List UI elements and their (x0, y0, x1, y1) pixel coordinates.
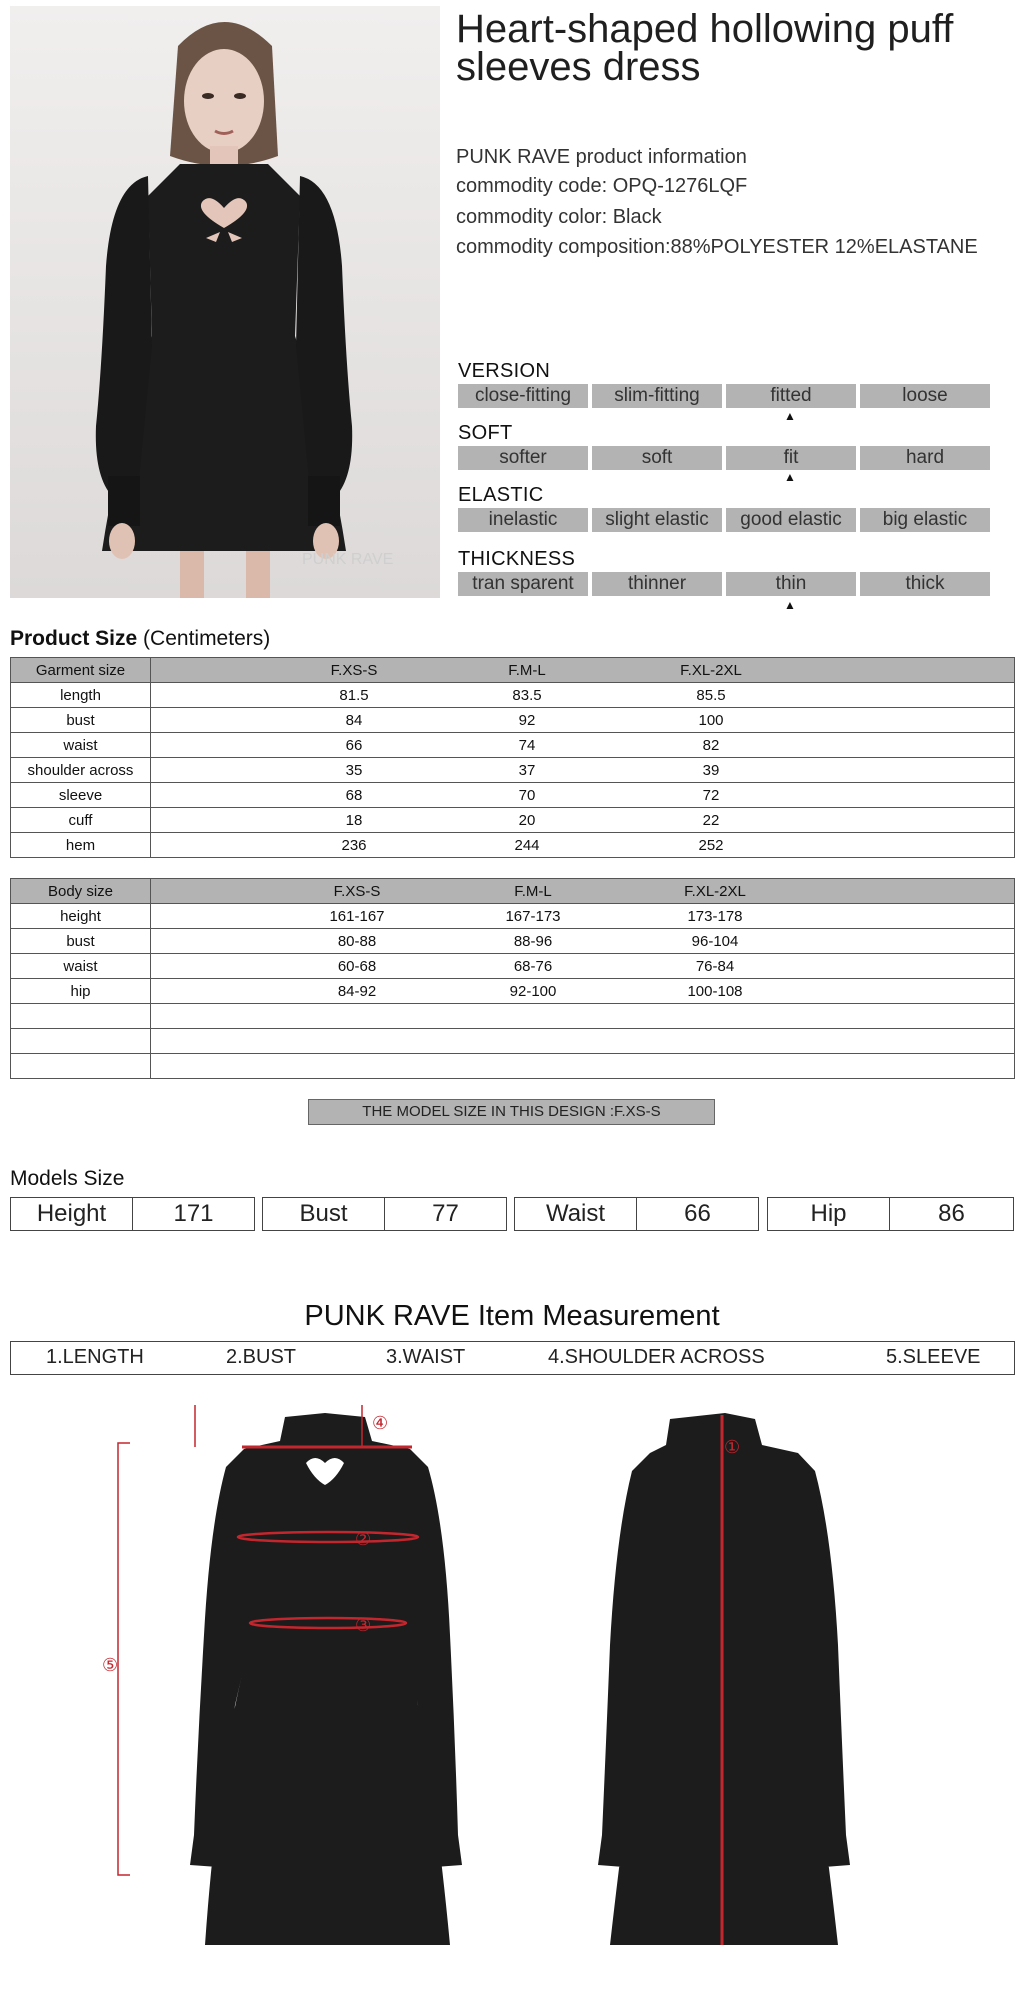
product-size-unit: (Centimeters) (143, 627, 271, 650)
row-label: length (11, 683, 151, 708)
cell-value: 18 (345, 812, 363, 829)
cell-value: 96-104 (691, 933, 739, 950)
model-height-box (10, 1197, 255, 1231)
scale-option: soft (592, 446, 722, 470)
cell-value: 82 (702, 737, 720, 754)
cell-value: 83.5 (512, 687, 542, 704)
table-row (11, 979, 1015, 1004)
size-header: F.M-L (514, 883, 552, 900)
attr-thickness-label: THICKNESS (458, 548, 576, 570)
model-hip-label: Hip (768, 1198, 890, 1230)
table-header-row (11, 879, 1015, 904)
row-values (151, 708, 1015, 733)
color-value: Black (612, 206, 662, 228)
table-header-row (11, 658, 1015, 683)
scale-option: fit (726, 446, 856, 470)
table-row (11, 758, 1015, 783)
cell-value: 100 (698, 712, 724, 729)
legend-waist: 3.WAIST (386, 1346, 466, 1368)
cell-value: 84-92 (337, 983, 377, 1000)
legend-length: 1.LENGTH (46, 1346, 144, 1368)
size-header: F.XS-S (333, 883, 381, 900)
row-values (151, 1029, 1015, 1054)
product-photo (10, 6, 440, 598)
scale-option: thick (860, 572, 990, 596)
composition-label: commodity composition: (456, 236, 671, 258)
legend-shoulder-across: 4.SHOULDER ACROSS (548, 1346, 765, 1368)
size-header: F.XS-S (330, 662, 378, 679)
model-waist-box (514, 1197, 759, 1231)
scale-option: tran sparent (458, 572, 588, 596)
cell-value: 92 (518, 712, 536, 729)
commodity-code (456, 175, 747, 198)
marker-sleeve: ⑤ (102, 1655, 119, 1676)
cell-value: 39 (702, 762, 720, 779)
sleeve-bracket (118, 1443, 130, 1875)
table-row (11, 954, 1015, 979)
size-header: F.M-L (508, 662, 546, 679)
attr-elastic-scale (458, 508, 990, 532)
commodity-composition (456, 236, 978, 259)
table-row (11, 783, 1015, 808)
cell-value: 81.5 (339, 687, 369, 704)
row-values (151, 979, 1015, 1004)
product-size-heading (10, 627, 270, 651)
cell-value: 85.5 (696, 687, 726, 704)
cell-value: 161-167 (329, 908, 385, 925)
row-values (151, 1004, 1015, 1029)
table-row (11, 708, 1015, 733)
row-label (11, 1004, 151, 1029)
row-values (151, 1054, 1015, 1079)
size-header: F.XL-2XL (680, 662, 742, 679)
row-label: shoulder across (11, 758, 151, 783)
row-label: sleeve (11, 783, 151, 808)
marker-shoulder: ④ (372, 1413, 389, 1434)
cell-value: 68 (345, 787, 363, 804)
attr-version-label: VERSION (458, 360, 551, 382)
marker-bust: ② (355, 1529, 372, 1550)
attr-soft-label: SOFT (458, 422, 513, 444)
cell-value: 167-173 (505, 908, 561, 925)
scale-option: good elastic (726, 508, 856, 532)
dress-front-shape (190, 1413, 462, 1945)
scale-option: loose (860, 384, 990, 408)
product-size-title: Product Size (10, 627, 138, 650)
garment-size-table (10, 657, 1015, 858)
row-label: cuff (11, 808, 151, 833)
cell-value: 60-68 (337, 958, 377, 975)
attr-soft-marker: ▲ (784, 470, 796, 484)
row-values (151, 783, 1015, 808)
table-row (11, 1004, 1015, 1029)
code-label: commodity code: (456, 175, 608, 197)
table-row (11, 733, 1015, 758)
row-values (151, 954, 1015, 979)
cell-value: 66 (345, 737, 363, 754)
attr-version-scale (458, 384, 990, 408)
measurement-title: PUNK RAVE Item Measurement (304, 1300, 720, 1332)
row-label: bust (11, 929, 151, 954)
dress-back-shape (598, 1413, 850, 1945)
cell-value: 92-100 (509, 983, 557, 1000)
attr-soft-scale (458, 446, 990, 470)
cell-value: 35 (345, 762, 363, 779)
row-values (151, 683, 1015, 708)
row-values (151, 904, 1015, 929)
table-header-label: Body size (11, 879, 151, 904)
marker-waist: ③ (355, 1615, 372, 1636)
row-values (151, 833, 1015, 858)
cell-value: 84 (345, 712, 363, 729)
marker-length: ① (724, 1437, 741, 1458)
table-row (11, 833, 1015, 858)
scale-option: inelastic (458, 508, 588, 532)
scale-option: fitted (726, 384, 856, 408)
body-size-table (10, 878, 1015, 1079)
color-label: commodity color: (456, 206, 608, 228)
scale-option: thin (726, 572, 856, 596)
cell-value: 100-108 (687, 983, 743, 1000)
cell-value: 88-96 (513, 933, 553, 950)
scale-option: hard (860, 446, 990, 470)
table-row (11, 1054, 1015, 1079)
model-height-value: 171 (173, 1200, 214, 1227)
back-dress-diagram (580, 1405, 880, 1965)
model-waist-label: Waist (515, 1198, 637, 1230)
row-values (151, 929, 1015, 954)
row-label: height (11, 904, 151, 929)
table-header-values (151, 658, 1015, 683)
cell-value: 68-76 (513, 958, 553, 975)
table-header-label: Garment size (11, 658, 151, 683)
row-label (11, 1029, 151, 1054)
scale-option: close-fitting (458, 384, 588, 408)
cell-value: 80-88 (337, 933, 377, 950)
commodity-color (456, 206, 662, 229)
cell-value: 173-178 (687, 908, 743, 925)
table-row (11, 904, 1015, 929)
scale-option: slim-fitting (592, 384, 722, 408)
row-values (151, 733, 1015, 758)
model-size-note: THE MODEL SIZE IN THIS DESIGN :F.XS-S (308, 1099, 715, 1125)
row-label (11, 1054, 151, 1079)
row-label: bust (11, 708, 151, 733)
row-label: waist (11, 733, 151, 758)
row-values (151, 808, 1015, 833)
watermark-text: PUNK RAVE (302, 551, 394, 568)
cell-value: 70 (518, 787, 536, 804)
model-bust-label: Bust (263, 1198, 385, 1230)
scale-option: softer (458, 446, 588, 470)
row-values (151, 758, 1015, 783)
model-waist-value: 66 (684, 1200, 711, 1227)
model-hip-box (767, 1197, 1014, 1231)
row-label: hem (11, 833, 151, 858)
model-bust-value: 77 (432, 1200, 459, 1227)
scale-option: thinner (592, 572, 722, 596)
model-bust-box (262, 1197, 507, 1231)
legend-sleeve: 5.SLEEVE (886, 1346, 981, 1368)
cell-value: 22 (702, 812, 720, 829)
table-row (11, 808, 1015, 833)
size-header: F.XL-2XL (684, 883, 746, 900)
attr-thickness-scale (458, 572, 990, 596)
cell-value: 37 (518, 762, 536, 779)
cell-value: 76-84 (695, 958, 735, 975)
attr-elastic-label: ELASTIC (458, 484, 544, 506)
legend-bust: 2.BUST (226, 1346, 297, 1368)
scale-option: big elastic (860, 508, 990, 532)
scale-option: slight elastic (592, 508, 722, 532)
code-value: OPQ-1276LQF (612, 175, 748, 197)
cell-value: 72 (702, 787, 720, 804)
model-height-label: Height (11, 1198, 133, 1230)
composition-value: 88%POLYESTER 12%ELASTANE (670, 236, 978, 258)
table-header-values (151, 879, 1015, 904)
model-wearing-dress-image (10, 6, 440, 598)
cell-value: 74 (518, 737, 536, 754)
measurement-legend (10, 1341, 1015, 1375)
row-label: hip (11, 979, 151, 1004)
cell-value: 236 (341, 837, 367, 854)
cell-value: 252 (698, 837, 724, 854)
cell-value: 20 (518, 812, 536, 829)
front-dress-diagram (102, 1405, 520, 1965)
cell-value: 244 (514, 837, 540, 854)
attr-version-marker: ▲ (784, 409, 796, 423)
table-row (11, 683, 1015, 708)
table-row (11, 1029, 1015, 1054)
attr-thickness-marker: ▲ (784, 598, 796, 612)
row-label: waist (11, 954, 151, 979)
table-row (11, 929, 1015, 954)
models-size-title: Models Size (10, 1167, 125, 1190)
info-heading: PUNK RAVE product information (456, 146, 747, 168)
product-title: Heart-shaped hollowing puff sleeves dress (456, 7, 954, 89)
model-hip-value: 86 (938, 1200, 965, 1227)
